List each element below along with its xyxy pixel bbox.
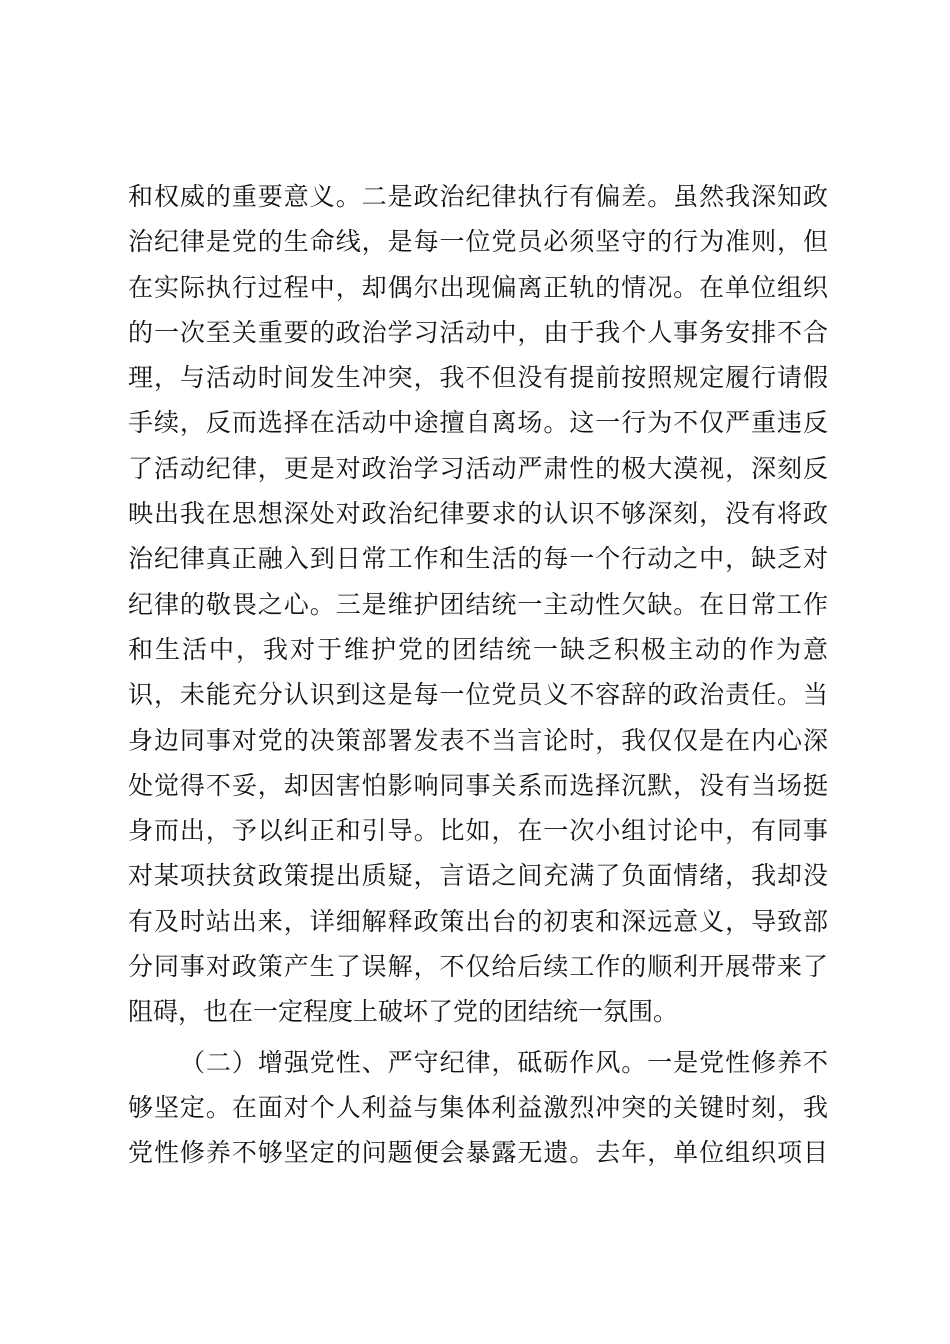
text-line: 党性修养不够坚定的问题便会暴露无遗。去年，单位组织项目 xyxy=(128,1138,828,1168)
text-line: 阻碍，也在一定程度上破坏了党的团结统一氛围。 xyxy=(128,997,679,1027)
text-line: 有及时站出来，详细解释政策出台的初衷和深远意义，导致部 xyxy=(128,906,828,936)
text-line: 的一次至关重要的政治学习活动中，由于我个人事务安排不合 xyxy=(128,317,828,347)
text-line: 理，与活动时间发生冲突，我不但没有提前按照规定履行请假 xyxy=(128,363,828,393)
text-line: 身边同事对党的决策部署发表不当言论时，我仅仅是在内心深 xyxy=(128,725,828,755)
text-line: 处觉得不妥，却因害怕影响同事关系而选择沉默，没有当场挺 xyxy=(128,770,828,800)
text-line: 治纪律真正融入到日常工作和生活的每一个行动之中，缺乏对 xyxy=(128,544,828,574)
paragraph-2 xyxy=(128,1040,828,1176)
body-text xyxy=(128,174,828,1176)
text-line: 够坚定。在面对个人利益与集体利益激烈冲突的关键时刻，我 xyxy=(128,1092,828,1122)
text-line: 治纪律是党的生命线，是每一位党员必须坚守的行为准则，但 xyxy=(128,227,828,257)
text-line: （二）增强党性、严守纪律，砥砺作风。一是党性修养不 xyxy=(180,1047,828,1077)
text-line: 对某项扶贫政策提出质疑，言语之间充满了负面情绪，我却没 xyxy=(128,861,828,891)
text-line: 了活动纪律，更是对政治学习活动严肃性的极大漠视，深刻反 xyxy=(128,453,828,483)
text-line: 身而出，予以纠正和引导。比如，在一次小组讨论中，有同事 xyxy=(128,816,828,846)
text-line: 分同事对政策产生了误解，不仅给后续工作的顺利开展带来了 xyxy=(128,952,828,982)
text-line: 识，未能充分认识到这是每一位党员义不容辞的政治责任。当 xyxy=(128,680,828,710)
text-line: 映出我在思想深处对政治纪律要求的认识不够深刻，没有将政 xyxy=(128,499,828,529)
paragraph-1 xyxy=(128,174,828,1035)
text-line: 纪律的敬畏之心。三是维护团结统一主动性欠缺。在日常工作 xyxy=(128,589,828,619)
text-line: 和权威的重要意义。二是政治纪律执行有偏差。虽然我深知政 xyxy=(128,182,828,211)
text-line: 和生活中，我对于维护党的团结统一缺乏积极主动的作为意 xyxy=(128,634,828,664)
text-line: 手续，反而选择在活动中途擅自离场。这一行为不仅严重违反 xyxy=(128,408,828,438)
text-line: 在实际执行过程中，却偶尔出现偏离正轨的情况。在单位组织 xyxy=(128,272,828,302)
